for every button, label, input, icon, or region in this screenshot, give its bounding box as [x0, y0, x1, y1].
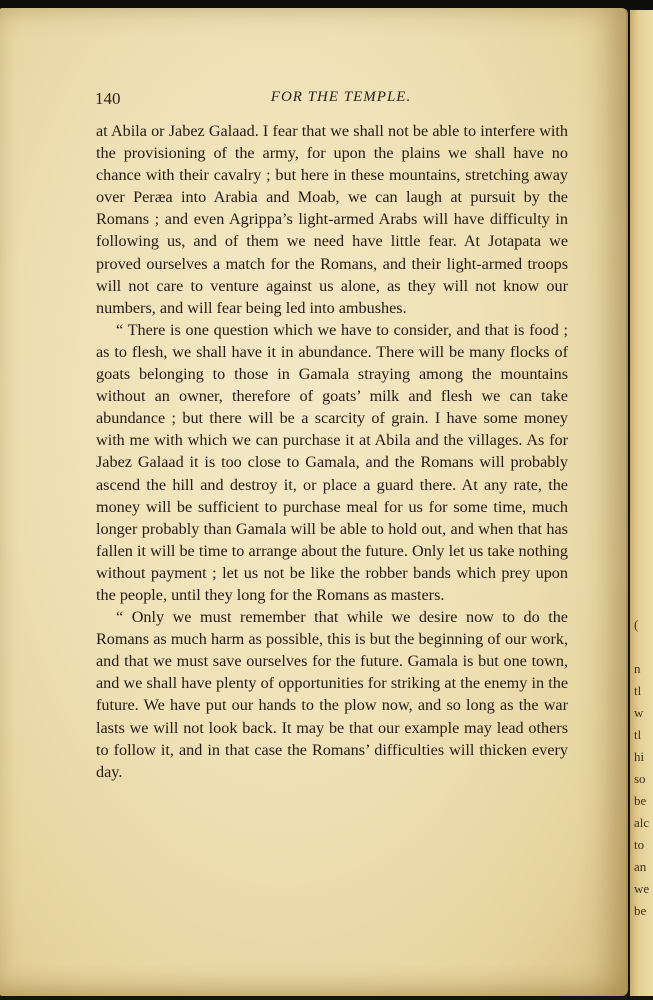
adjacent-page-fragment: tl	[634, 683, 642, 698]
adjacent-page-fragment: so	[634, 771, 646, 786]
running-title: FOR THE TEMPLE.	[270, 89, 412, 105]
paragraph: at Abila or Jabez Galaad. I fear that we shall not be able to interfere with the provisioning of the army, for upon the plains we shall have no chance with their cavalry ; but here in these mountains, stretching away over Peræa into Arabia and Moab, we can laugh at pursuit by the Romans ; and even Agrippa’s light-armed Arabs will have difficulty in following us, and of them we need have little fear. At Jotapata we proved ourselves a match for the Romans, and their light-armed troops will not care to venture against us alone, as they will not know our numbers, and will fear being led into ambushes.	[96, 122, 568, 317]
adjacent-page-fragment: hi	[634, 749, 645, 764]
adjacent-page-fragment: an	[634, 859, 647, 874]
paragraph: “ There is one question which we have to consider, and that is food ; as to flesh, we shall have it in abundance. There will be many flocks of goats belonging to those in Gamala straying among the mountains without an owner, therefore of goats’ milk and flesh we can take abundance ; but there will be a scarcity of grain. I have some money with me with which we can purchase it at Abila and the villages. As for Jabez Galaad it is too close to Gamala, and the Romans will probably ascend the hill and destroy it, or place a guard there. At any rate, the money will be sufficient to purchase meal for us for some time, much longer probably than Gamala will be able to hold out, and when that has fallen it will be time to arrange about the future. Only let us take nothing without payment ; let us not be like the robber bands which prey upon the people, until they long for the Romans as masters.	[96, 320, 568, 604]
body-text	[96, 120, 568, 783]
adjacent-page-edge	[630, 10, 653, 996]
adjacent-page-fragment: be	[634, 903, 647, 918]
adjacent-page-fragment: be	[634, 793, 647, 808]
adjacent-page-fragment: n	[634, 661, 641, 676]
page-number: 140	[95, 89, 121, 108]
adjacent-page-fragment: alc	[634, 815, 650, 830]
adjacent-page-fragment: w	[634, 705, 644, 720]
adjacent-page-fragment: tl	[634, 727, 642, 742]
adjacent-page-fragment: we	[634, 881, 650, 896]
page-header	[95, 89, 567, 111]
adjacent-page-fragment: to	[634, 837, 645, 852]
paragraph: “ Only we must remember that while we desire now to do the Romans as much harm as possible, this is but the beginning of our work, and that we must save ourselves for the future. Gamala is but one town, and we shall have plenty of opportunities for striking at the enemy in the future. We have put our hands to the plow now, and so long as the war lasts we will not look back. It may be that our example may lead others to follow it, and in that case the Romans’ difficulties will thicken every day.	[96, 608, 568, 781]
adjacent-page-fragment: (	[634, 617, 639, 632]
